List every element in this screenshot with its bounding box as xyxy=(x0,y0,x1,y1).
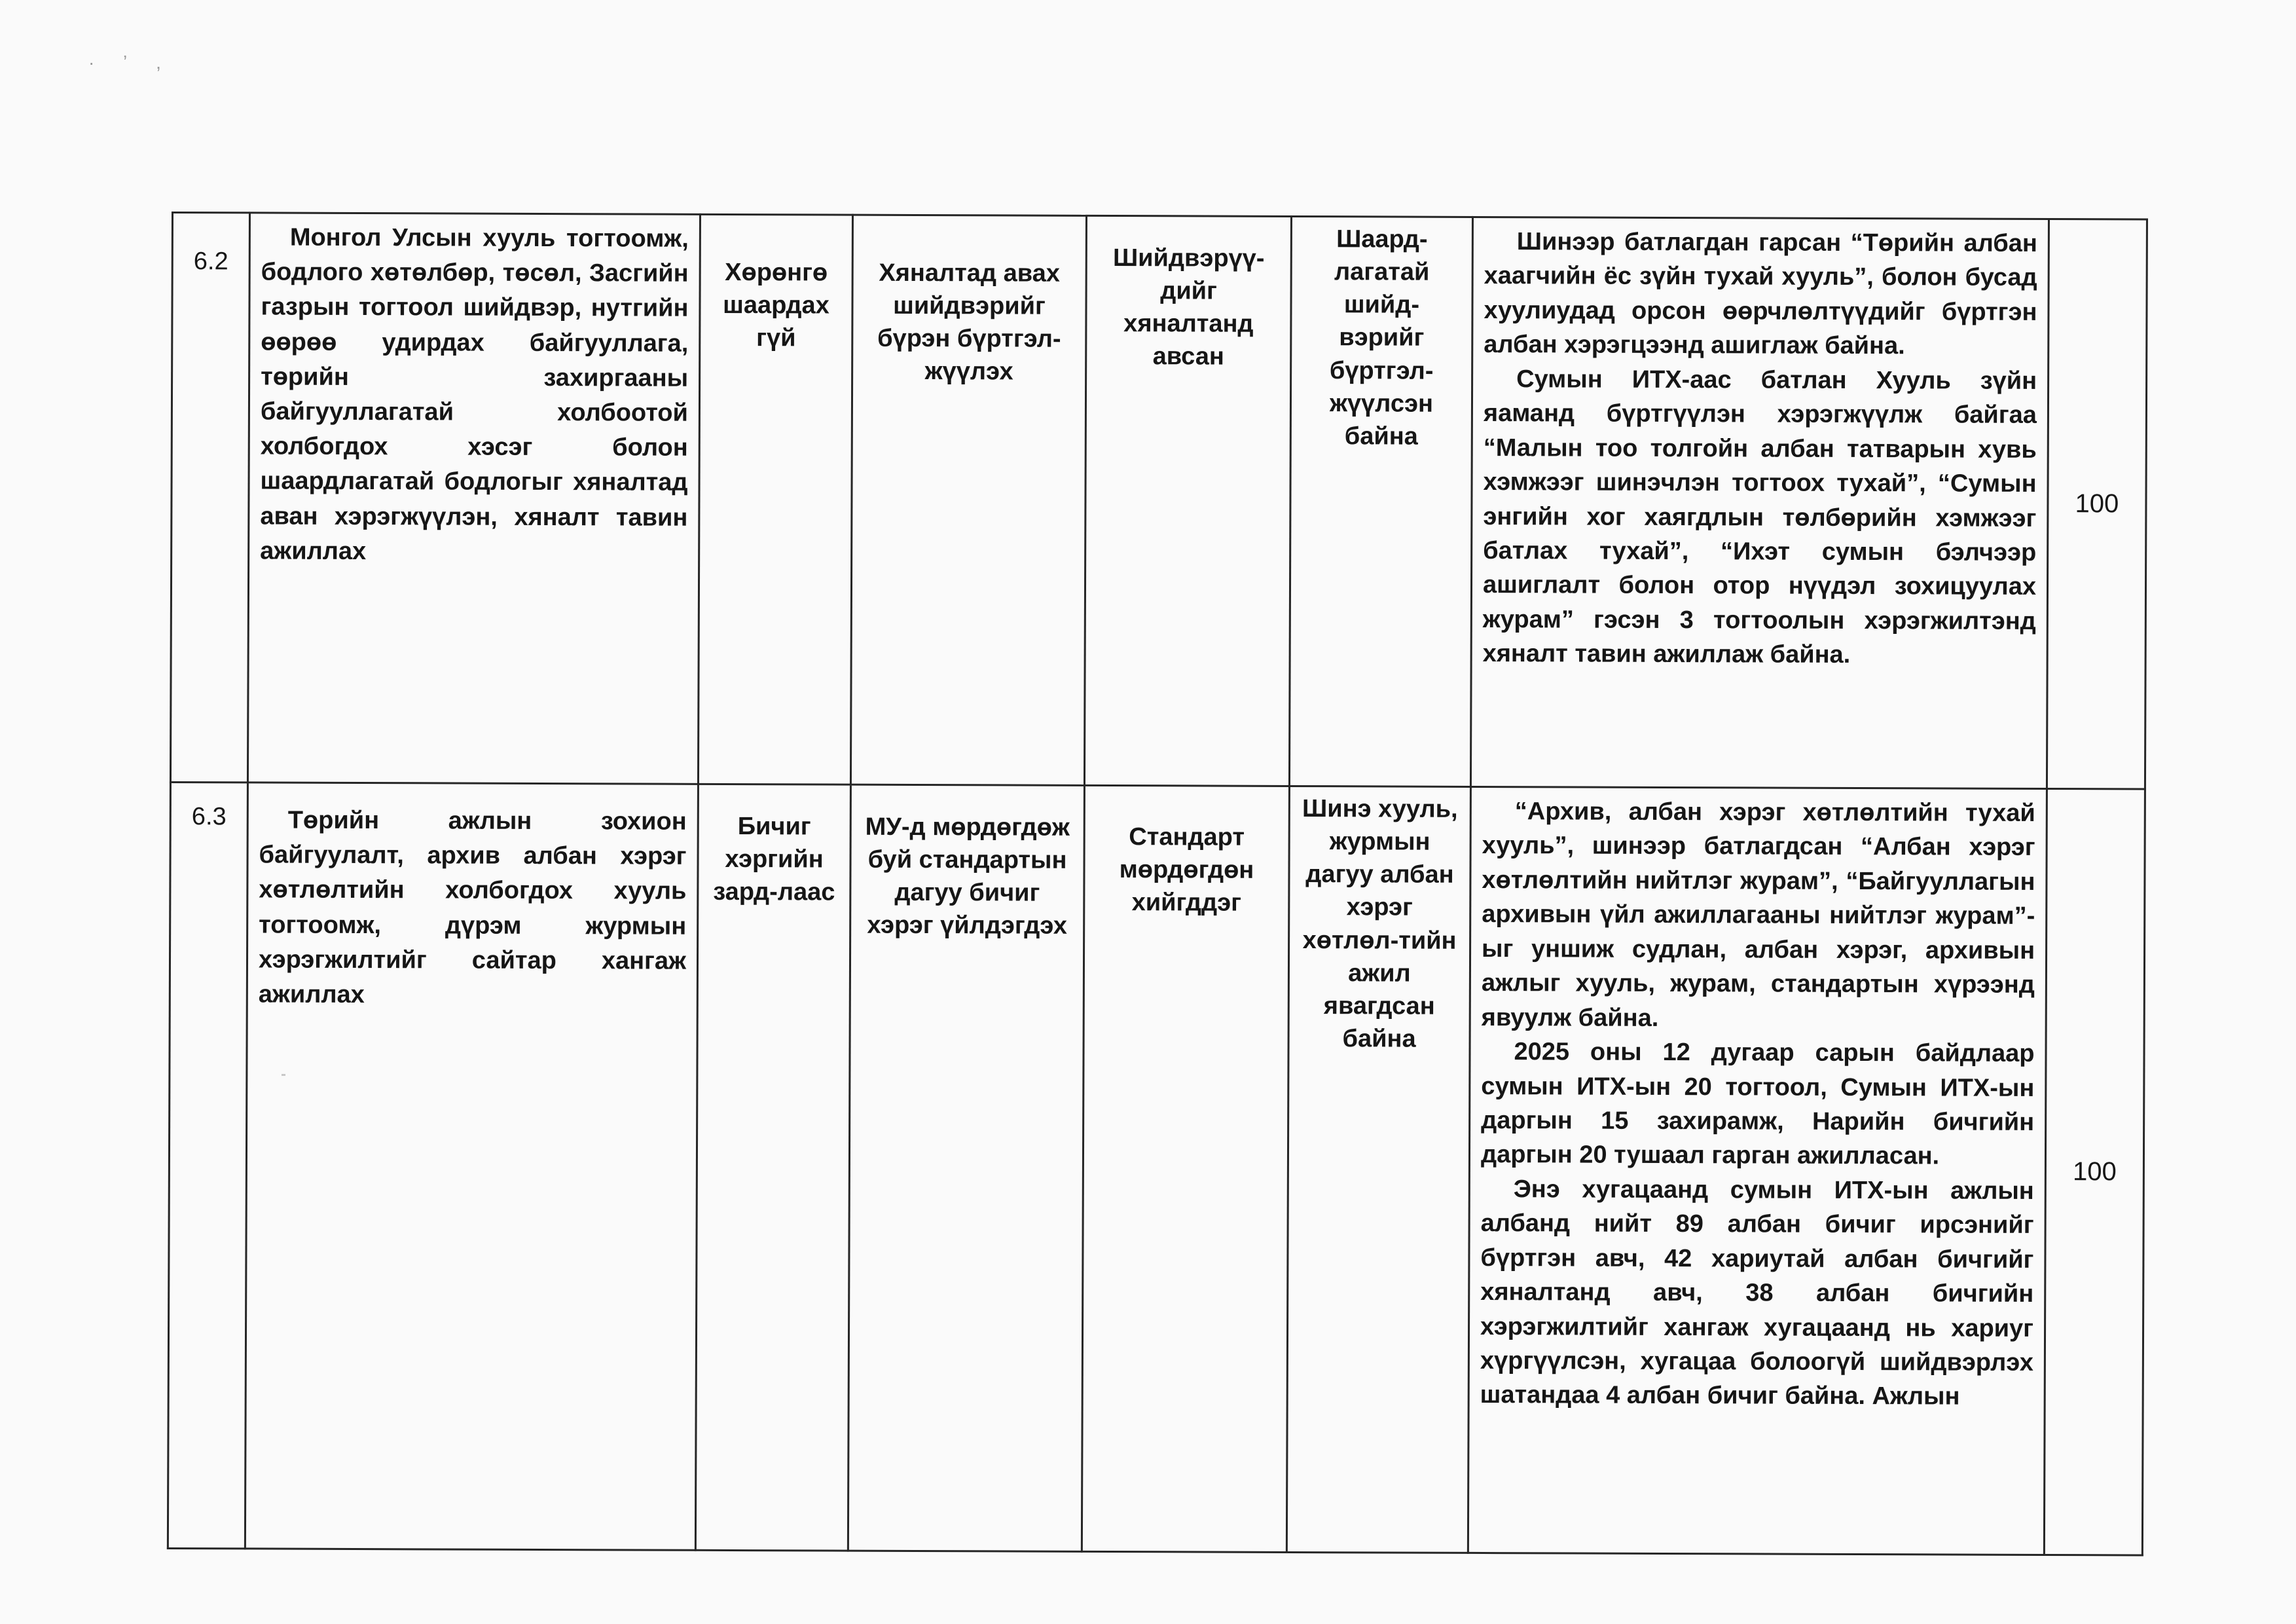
indicator-cell: Шийдвэрүү-дийг хяналтанд авсан xyxy=(1084,215,1291,786)
result-cell: Шинэ хууль, журмын дагуу албан хэрэг хөтлөл-тийн ажил явагдсан байна xyxy=(1286,786,1470,1553)
objective-cell xyxy=(245,783,698,1550)
table-row-6-3 xyxy=(168,782,2145,1555)
report-table xyxy=(167,212,2148,1557)
details-cell xyxy=(1470,217,2049,788)
detail-paragraph: Шинээр батлагдан гарсан “Төрийн албан хаагчийн ёс зүйн тухай хууль”, болон бусад хуулиудад орсон өөрчлөлтүүдийг бүртгэн албан хэрэгцээнд ашиглаж байна. xyxy=(1484,228,2037,360)
detail-paragraph: Энэ хугацаанд сумын ИТХ-ын ажлын албанд нийт 89 албан бичиг ирсэнийг бүртгэн авч, 42 хариутай албан бичгийг хяналтанд авч, 38 албан бичгийн хэрэгжилтийг хангаж хугацаанд нь хариуг хүргүүлсэн, хугацаа болоогүй шийдвэрлэх шатандаа 4 албан бичиг байна. Ажлын xyxy=(1480,1175,2034,1411)
indicator-cell: Стандарт мөрдөгдөн хийгддэг xyxy=(1082,785,1289,1552)
objective-text: Монгол Улсын хууль тогтоомж, бодлого хөтөлбөр, төсөл, Засгийн газрын тогтоол шийдвэр, нутгийн өөрөө удирдах байгууллага, төрийн захиргааны байгууллагатай холбоотой холбогдох хэсэг болон шаардлагатай бодлогыг хяналтад аван хэрэгжүүлэн, хяналт тавин ажиллах xyxy=(260,223,689,565)
detail-paragraph: “Архив, албан хэрэг хөтлөлтийн тухай хууль”, шинээр батлагдсан “Албан хэрэг хөтлөлтийн нийтлэг журам”, “Байгууллагын архивын үйл ажиллагааны нийтлэг журам”-ыг уншиж судлан, албан хэрэг, архивын ажлыг хууль, журам, стандартын хүрээнд явуулж байна. xyxy=(1481,798,2035,1032)
score-cell: 100 xyxy=(2047,219,2147,790)
row-number: 6.2 xyxy=(170,213,249,783)
scan-marks: · ʼ , xyxy=(88,52,173,73)
objective-text: Төрийн ажлын зохион байгуулалт, архив албан хэрэг хөтлөлтийн холбогдох хууль тогтоомж, дүрэм журмын хэрэгжилтийг сайтар хангаж ажиллах xyxy=(258,806,687,1008)
result-cell: Шаард-лагатай шийд-вэрийг бүртгэл-жүүлсэн байна xyxy=(1289,216,1472,786)
details-cell xyxy=(1468,786,2047,1555)
activity-cell: МУ-д мөрдөгдөж буй стандартын дагуу бичиг хэрэг үйлдэгдэх xyxy=(848,784,1084,1551)
resource-cell: Хөрөнгө шаардах гүй xyxy=(698,214,852,784)
scan-speck xyxy=(282,1074,285,1076)
row-number: 6.3 xyxy=(168,782,247,1548)
objective-cell xyxy=(247,213,700,784)
activity-cell: Хяналтад авах шийдвэрийг бүрэн бүртгэл-жүүлэх xyxy=(850,215,1086,785)
detail-paragraph: Сумын ИТХ-аас батлан Хууль зүйн яаманд бүртгүүлэн хэрэгжүүлж байгаа “Малын тоо толгойн албан татварын хувь хэмжээг шинэчлэн тогтоох тухай”, “Сумын энгийн хог хаягдлын төлбөрийн хэмжээг батлах тухай”, “Ихэт сумын бэлчээр ашиглалт болон отор нүүдэл зохицуулах журам” гэсэн 3 тогтоолын хэрэгжилтэнд хяналт тавин ажиллаж байна. xyxy=(1482,365,2037,669)
score-cell: 100 xyxy=(2044,789,2145,1556)
table-row-6-2 xyxy=(170,213,2147,790)
resource-cell: Бичиг хэргийн зард-лаас xyxy=(695,784,850,1551)
detail-paragraph: 2025 оны 12 дугаар сарын байдлаар сумын ИТХ-ын 20 тогтоол, Сумын ИТХ-ын даргын 15 захирамж, Нарийн бичгийн даргын 20 тушаал гарган ажилласан. xyxy=(1480,1038,2035,1170)
